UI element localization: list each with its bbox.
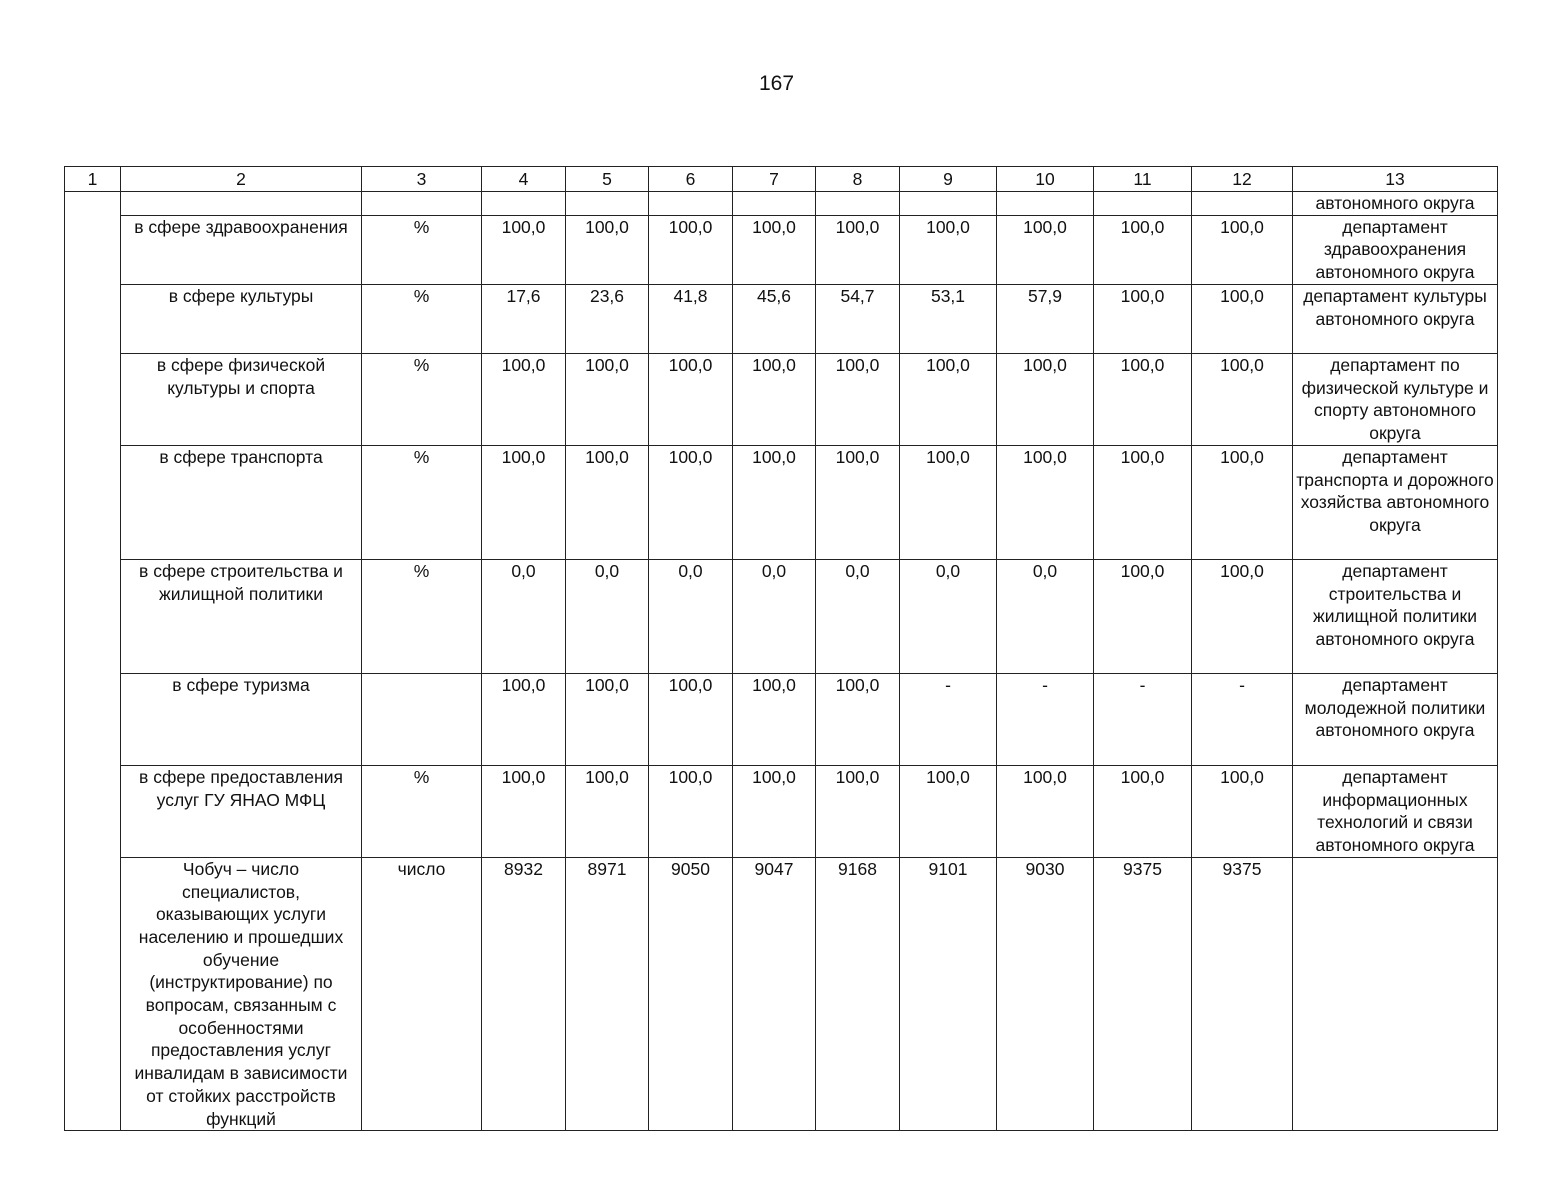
indicator-cell: в сфере физической культуры и спорта	[121, 353, 362, 445]
table-row	[65, 857, 1498, 1130]
value-cell: 100,0	[649, 215, 733, 284]
value-cell: 100,0	[997, 215, 1094, 284]
value-cell: 9375	[1192, 857, 1293, 1130]
value-cell: 100,0	[566, 673, 649, 765]
table-row	[65, 765, 1498, 857]
responsible-cell: автономного округа	[1293, 192, 1498, 216]
unit-cell: %	[362, 765, 482, 857]
header-cell: 13	[1293, 167, 1498, 192]
value-cell: 100,0	[1192, 353, 1293, 445]
unit-cell: число	[362, 857, 482, 1130]
value-cell: 100,0	[1094, 215, 1192, 284]
value-cell: 0,0	[482, 559, 566, 673]
value-cell: 100,0	[816, 215, 900, 284]
value-cell: -	[900, 673, 997, 765]
value-cell: 100,0	[1094, 284, 1192, 353]
value-cell: 0,0	[900, 559, 997, 673]
continuation-row	[65, 192, 1498, 216]
value-cell: 9168	[816, 857, 900, 1130]
unit-cell: %	[362, 284, 482, 353]
value-cell: 9050	[649, 857, 733, 1130]
responsible-cell: департамент молодежной политики автономного округа	[1293, 673, 1498, 765]
value-cell: 100,0	[900, 353, 997, 445]
header-cell: 6	[649, 167, 733, 192]
value-cell	[1192, 192, 1293, 216]
indicator-cell: в сфере строительства и жилищной политики	[121, 559, 362, 673]
value-cell: 100,0	[482, 353, 566, 445]
header-cell: 8	[816, 167, 900, 192]
indicator-cell: в сфере предоставления услуг ГУ ЯНАО МФЦ	[121, 765, 362, 857]
value-cell: 100,0	[1094, 559, 1192, 673]
header-cell: 4	[482, 167, 566, 192]
table-row	[65, 215, 1498, 284]
value-cell: 100,0	[997, 353, 1094, 445]
value-cell	[997, 192, 1094, 216]
value-cell: 100,0	[482, 765, 566, 857]
header-cell: 1	[65, 167, 121, 192]
value-cell: 54,7	[816, 284, 900, 353]
value-cell: 100,0	[1192, 559, 1293, 673]
value-cell: 53,1	[900, 284, 997, 353]
indicator-table	[64, 166, 1498, 1131]
value-cell: 100,0	[1094, 353, 1192, 445]
value-cell: 100,0	[1094, 445, 1192, 559]
responsible-cell: департамент строительства и жилищной политики автономного округа	[1293, 559, 1498, 673]
header-cell: 5	[566, 167, 649, 192]
value-cell: 100,0	[733, 445, 816, 559]
value-cell: 100,0	[649, 673, 733, 765]
responsible-cell: департамент информационных технологий и связи автономного округа	[1293, 765, 1498, 857]
responsible-cell: департамент здравоохранения автономного округа	[1293, 215, 1498, 284]
value-cell: 100,0	[1192, 765, 1293, 857]
value-cell: 8932	[482, 857, 566, 1130]
header-cell: 12	[1192, 167, 1293, 192]
responsible-cell	[1293, 857, 1498, 1130]
value-cell: 100,0	[482, 445, 566, 559]
value-cell	[816, 192, 900, 216]
value-cell: 0,0	[997, 559, 1094, 673]
indicator-cell	[121, 192, 362, 216]
value-cell: 23,6	[566, 284, 649, 353]
responsible-cell: департамент по физической культуре и спорту автономного округа	[1293, 353, 1498, 445]
value-cell: 100,0	[900, 765, 997, 857]
value-cell	[733, 192, 816, 216]
value-cell: 8971	[566, 857, 649, 1130]
table-row	[65, 673, 1498, 765]
value-cell: 45,6	[733, 284, 816, 353]
header-cell: 11	[1094, 167, 1192, 192]
value-cell	[1094, 192, 1192, 216]
value-cell: 100,0	[900, 215, 997, 284]
value-cell: 100,0	[733, 765, 816, 857]
value-cell: 100,0	[649, 765, 733, 857]
table-row	[65, 445, 1498, 559]
value-cell: 9375	[1094, 857, 1192, 1130]
table-row	[65, 353, 1498, 445]
unit-cell: %	[362, 215, 482, 284]
header-cell: 10	[997, 167, 1094, 192]
row-number-cell	[65, 192, 121, 1131]
indicator-cell: в сфере культуры	[121, 284, 362, 353]
value-cell	[566, 192, 649, 216]
value-cell	[900, 192, 997, 216]
value-cell: 100,0	[816, 445, 900, 559]
value-cell: 100,0	[997, 445, 1094, 559]
value-cell: 100,0	[733, 215, 816, 284]
value-cell: 100,0	[566, 215, 649, 284]
indicator-cell: Чобуч – число специалистов, оказывающих услуги населению и прошедших обучение (инструктирование) по вопросам, связанным с особенностями предоставления услуг инвалидам в зависимости от стойких расстройств функций	[121, 857, 362, 1130]
value-cell: 0,0	[816, 559, 900, 673]
value-cell: 9101	[900, 857, 997, 1130]
value-cell: 100,0	[816, 673, 900, 765]
value-cell: 100,0	[997, 765, 1094, 857]
unit-cell: %	[362, 445, 482, 559]
value-cell: 100,0	[1192, 445, 1293, 559]
value-cell: 100,0	[816, 353, 900, 445]
header-row	[65, 167, 1498, 192]
value-cell: 17,6	[482, 284, 566, 353]
value-cell: 9030	[997, 857, 1094, 1130]
value-cell: -	[997, 673, 1094, 765]
value-cell: 100,0	[566, 353, 649, 445]
value-cell: 100,0	[733, 673, 816, 765]
value-cell: -	[1094, 673, 1192, 765]
indicator-cell: в сфере туризма	[121, 673, 362, 765]
page-number: 167	[758, 72, 795, 95]
value-cell: 100,0	[1192, 284, 1293, 353]
indicator-cell: в сфере здравоохранения	[121, 215, 362, 284]
table-row	[65, 284, 1498, 353]
unit-cell: %	[362, 559, 482, 673]
value-cell: 100,0	[482, 673, 566, 765]
header-cell: 3	[362, 167, 482, 192]
value-cell: 100,0	[733, 353, 816, 445]
header-cell: 7	[733, 167, 816, 192]
value-cell	[482, 192, 566, 216]
value-cell: 0,0	[566, 559, 649, 673]
value-cell: 100,0	[816, 765, 900, 857]
value-cell: 100,0	[649, 445, 733, 559]
value-cell: 100,0	[1094, 765, 1192, 857]
unit-cell	[362, 673, 482, 765]
value-cell: 100,0	[566, 445, 649, 559]
value-cell: 100,0	[566, 765, 649, 857]
value-cell: 0,0	[733, 559, 816, 673]
value-cell: 0,0	[649, 559, 733, 673]
responsible-cell: департамент культуры автономного округа	[1293, 284, 1498, 353]
value-cell: 9047	[733, 857, 816, 1130]
value-cell: 100,0	[649, 353, 733, 445]
value-cell: 100,0	[900, 445, 997, 559]
value-cell: -	[1192, 673, 1293, 765]
table-row	[65, 559, 1498, 673]
value-cell: 100,0	[482, 215, 566, 284]
value-cell	[649, 192, 733, 216]
header-cell: 2	[121, 167, 362, 192]
indicator-cell: в сфере транспорта	[121, 445, 362, 559]
unit-cell: %	[362, 353, 482, 445]
header-cell: 9	[900, 167, 997, 192]
value-cell: 57,9	[997, 284, 1094, 353]
unit-cell	[362, 192, 482, 216]
responsible-cell: департамент транспорта и дорожного хозяйства автономного округа	[1293, 445, 1498, 559]
value-cell: 41,8	[649, 284, 733, 353]
value-cell: 100,0	[1192, 215, 1293, 284]
